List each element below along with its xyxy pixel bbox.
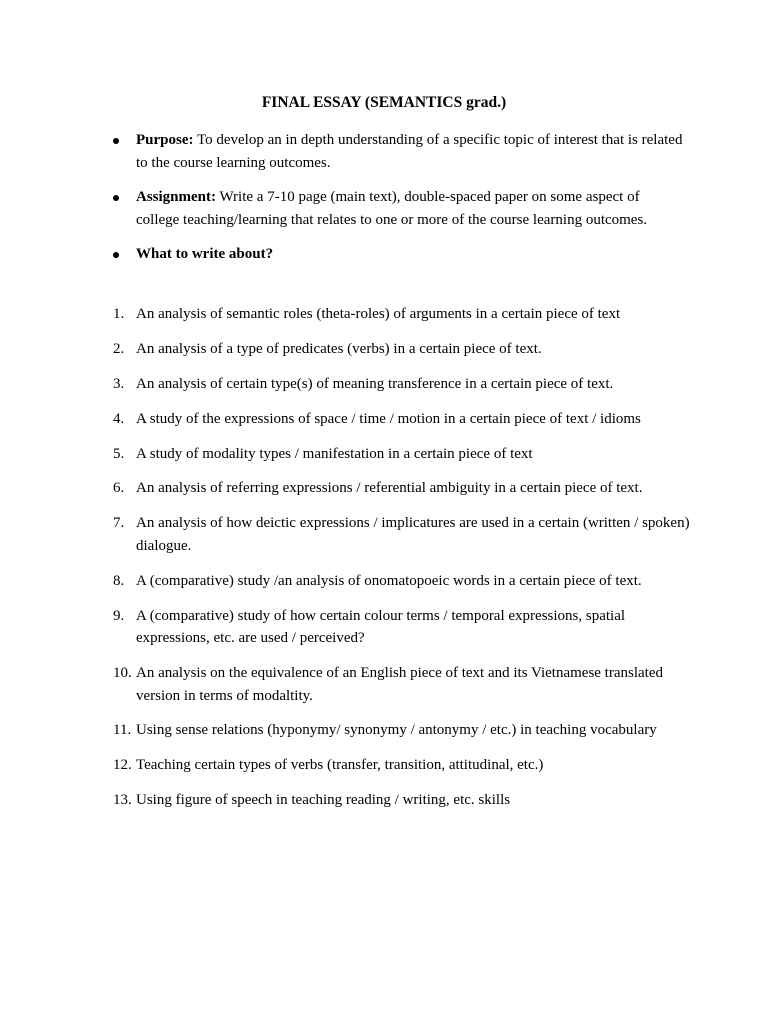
topic-item-4	[113, 408, 693, 431]
topic-text: An analysis of certain type(s) of meaning transference in a certain piece of text.	[136, 375, 614, 392]
topic-text: An analysis of semantic roles (theta-roles) of arguments in a certain piece of text	[136, 306, 621, 322]
topic-number: 5.	[113, 445, 125, 462]
topic-number: 9.	[113, 607, 125, 624]
topic-list	[113, 303, 693, 824]
document-title: FINAL ESSAY (SEMANTICS grad.)	[261, 94, 507, 111]
topic-number: 13.	[113, 792, 132, 809]
topic-number: 11.	[113, 722, 132, 739]
topic-item-9	[113, 605, 693, 650]
topic-text: An analysis of how deictic expressions / implicatures are used in a certain (written / spoken) dialogue.	[136, 515, 690, 554]
bullet-label: What to write about?	[136, 246, 274, 262]
topic-text: A study of modality types / manifestation in a certain piece of text	[136, 445, 533, 462]
topic-number: 12.	[113, 757, 132, 774]
topic-item-11	[113, 719, 693, 742]
topic-text: A study of the expressions of space / time / motion in a certain piece of text / idioms	[136, 410, 641, 427]
bullet-dot-icon	[113, 195, 119, 201]
topic-item-7	[113, 512, 693, 557]
bullet-item-purpose	[113, 129, 683, 174]
bullet-list	[113, 129, 683, 278]
topic-number: 1.	[113, 306, 125, 322]
bullet-label: Purpose:	[136, 132, 194, 148]
topic-item-1	[113, 303, 693, 326]
bullet-dot-icon	[113, 138, 119, 144]
bullet-text: Write a 7-10 page (main text), double-spaced paper on some aspect of college teaching/learning that relates to one or more of the course learning outcomes.	[136, 189, 648, 228]
bullet-dot-icon	[113, 252, 119, 258]
topic-text: A (comparative) study of how certain colour terms / temporal expressions, spatial expressions, etc. are used / perceived?	[136, 607, 626, 647]
topic-item-5	[113, 443, 693, 466]
topic-number: 7.	[113, 515, 125, 532]
topic-item-8	[113, 570, 693, 593]
topic-number: 4.	[113, 410, 125, 427]
bullet-label: Assignment:	[136, 189, 217, 205]
topic-text: An analysis on the equivalence of an English piece of text and its Vietnamese translated version in terms of modaltity.	[136, 665, 663, 704]
topic-number: 3.	[113, 375, 125, 392]
bullet-item-assignment	[113, 186, 683, 231]
topic-item-13	[113, 789, 693, 812]
topic-number: 6.	[113, 480, 125, 497]
topic-number: 2.	[113, 340, 125, 357]
topic-item-2	[113, 338, 693, 361]
topic-item-3	[113, 373, 693, 396]
topic-text: Using sense relations (hyponymy/ synonymy / antonymy / etc.) in teaching vocabulary	[136, 722, 657, 739]
topic-text: An analysis of a type of predicates (verbs) in a certain piece of text.	[136, 340, 542, 357]
topic-text: Teaching certain types of verbs (transfer, transition, attitudinal, etc.)	[136, 757, 544, 774]
topic-text: Using figure of speech in teaching reading / writing, etc. skills	[136, 792, 511, 809]
topic-text: An analysis of referring expressions / referential ambiguity in a certain piece of text.	[136, 480, 643, 497]
topic-text: A (comparative) study /an analysis of onomatopoeic words in a certain piece of text.	[136, 572, 642, 589]
topic-number: 10.	[113, 665, 132, 682]
topic-item-10	[113, 662, 693, 707]
bullet-item-what-to-write	[113, 243, 683, 266]
topic-number: 8.	[113, 572, 125, 589]
bullet-text: To develop an in depth understanding of a specific topic of interest that is related to the course learning outcomes.	[136, 132, 683, 171]
topic-item-6	[113, 477, 693, 500]
topic-item-12	[113, 754, 693, 777]
